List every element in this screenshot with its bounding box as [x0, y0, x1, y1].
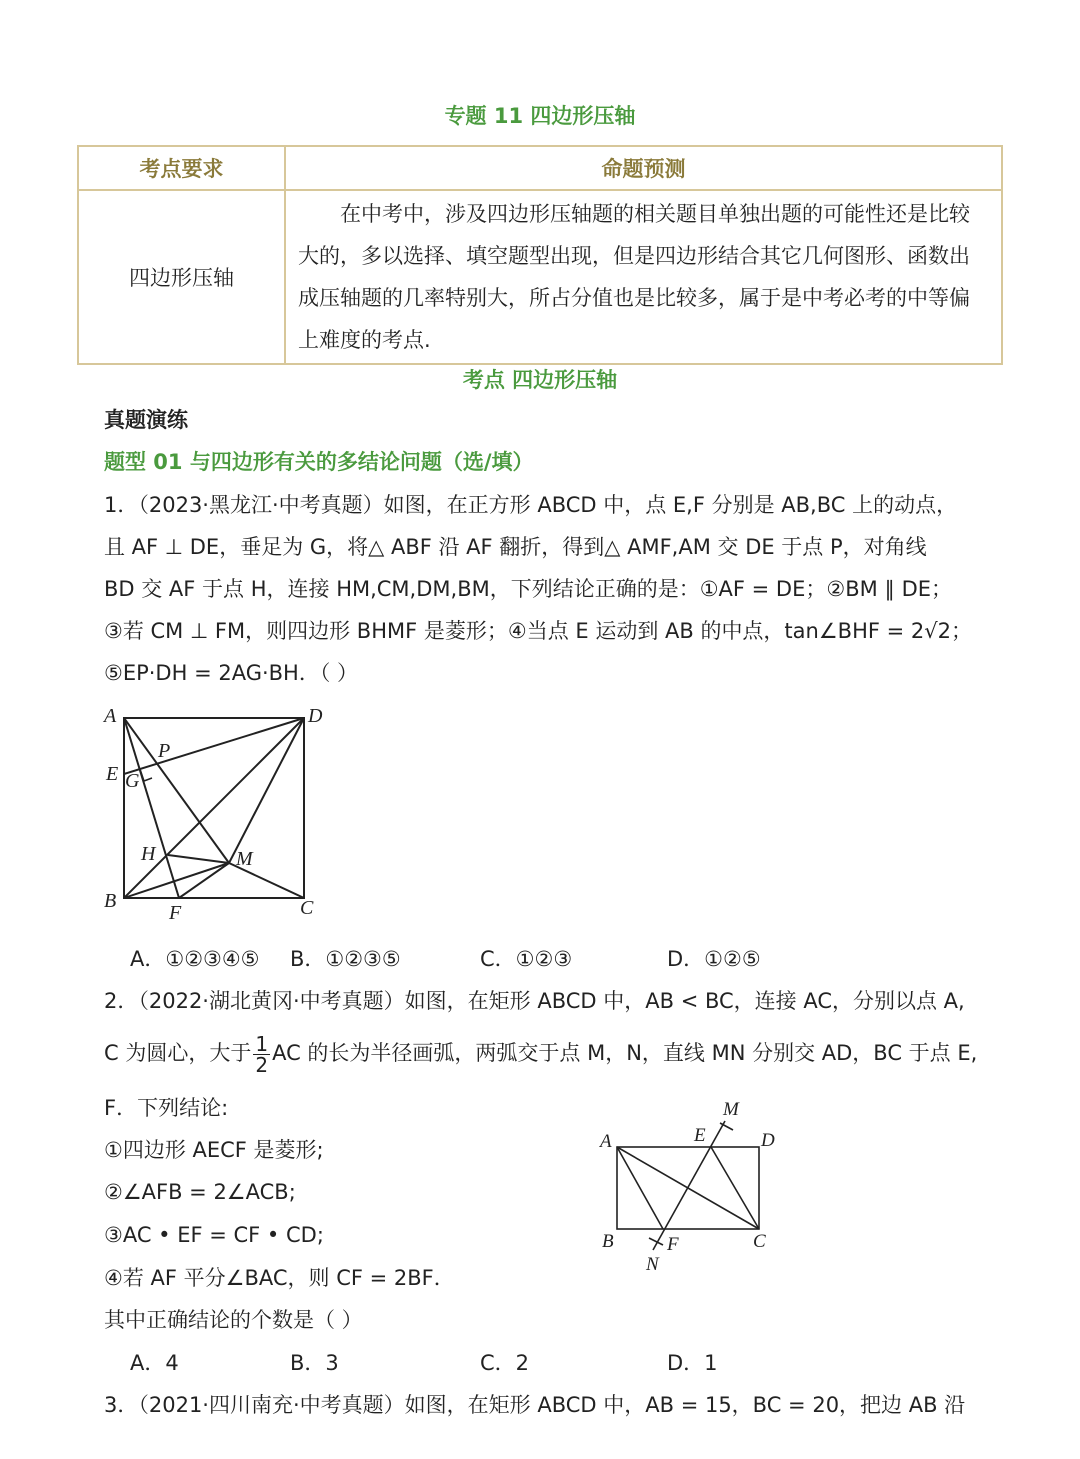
q2-conclusion: ①四边形 AECF 是菱形;: [104, 1138, 324, 1162]
zhenti-heading: 真题演练: [104, 408, 188, 432]
page-title: 专题 11 四边形压轴: [444, 104, 636, 128]
q1-line: 且 AF ⊥ DE，垂足为 G，将△ ABF 沿 AF 翻折，得到△ AMF,AM 交 DE 于点 P，对角线: [104, 535, 927, 559]
q1-option-b[interactable]: B．①②③⑤: [290, 947, 401, 971]
svg-text:M: M: [236, 848, 253, 870]
q1-line: ③若 CM ⊥ FM，则四边形 BHMF 是菱形；④当点 E 运动到 AB 的中点，tan∠BHF = 2√2；: [104, 619, 973, 643]
svg-text:C: C: [753, 1231, 766, 1252]
q2-conclusion: ④若 AF 平分∠BAC，则 CF = 2BF．: [104, 1266, 455, 1290]
svg-text:F: F: [169, 902, 182, 924]
kaodian-heading: 考点 四边形压轴: [462, 368, 618, 392]
q1-figure-square: [96, 700, 336, 930]
q2-figure-rectangle: [595, 1095, 795, 1280]
requirements-table: [77, 145, 1003, 365]
q2-line: F．下列结论:: [104, 1096, 229, 1120]
svg-text:E: E: [694, 1125, 706, 1146]
q1-line: 1．（2023·黑龙江·中考真题）如图，在正方形 ABCD 中，点 E,F 分别是 AB,BC 上的动点，: [104, 493, 958, 517]
q2-option-d[interactable]: D．1: [667, 1351, 718, 1375]
table-cell-topic: 四边形压轴: [78, 190, 285, 364]
q1-line: ⑤EP·DH = 2AG·BH．（ ）: [104, 661, 359, 685]
svg-text:B: B: [104, 890, 117, 912]
q2-question: 其中正确结论的个数是（ ）: [104, 1308, 363, 1332]
svg-text:D: D: [308, 705, 323, 727]
table-header-prediction: 命题预测: [285, 146, 1002, 190]
svg-text:A: A: [600, 1131, 612, 1152]
tixing-heading: 题型 01 与四边形有关的多结论问题（选/填）: [104, 450, 534, 474]
q1-option-a[interactable]: A．①②③④⑤: [130, 947, 260, 971]
svg-text:N: N: [646, 1254, 659, 1275]
svg-text:H: H: [141, 843, 156, 865]
svg-text:D: D: [761, 1130, 775, 1151]
q2-option-c[interactable]: C．2: [480, 1351, 530, 1375]
svg-text:F: F: [667, 1234, 679, 1255]
q3-line: 3．（2021·四川南充·中考真题）如图，在矩形 ABCD 中，AB = 15，BC = 20，把边 AB 沿: [104, 1393, 966, 1417]
table-header-topic: 考点要求: [78, 146, 285, 190]
q2-line: 2．（2022·湖北黄冈·中考真题）如图，在矩形 ABCD 中，AB < BC，连接 AC，分别以点 A,: [104, 989, 965, 1013]
q1-option-c[interactable]: C．①②③: [480, 947, 573, 971]
q2-conclusion: ③AC • EF = CF • CD;: [104, 1223, 324, 1247]
svg-text:B: B: [602, 1231, 614, 1252]
fraction-half: $\frac{1}{2}$: [255, 1031, 269, 1077]
svg-text:C: C: [300, 897, 314, 919]
svg-text:G: G: [125, 770, 140, 792]
q2-conclusion: ②∠AFB = 2∠ACB;: [104, 1180, 296, 1204]
q2-option-b[interactable]: B．3: [290, 1351, 339, 1375]
q2-line: C 为圆心，大于 $\frac{1}{2}$ AC 的长为半径画弧，两弧交于点 M，N，直线 MN 分别交 AD，BC 于点 E,: [104, 1031, 978, 1077]
svg-text:E: E: [106, 763, 119, 785]
q1-option-d[interactable]: D．①②⑤: [667, 947, 761, 971]
svg-text:P: P: [158, 740, 171, 762]
q1-line: BD 交 AF 于点 H，连接 HM,CM,DM,BM，下列结论正确的是：①AF = DE；②BM ∥ DE；: [104, 577, 953, 601]
svg-text:M: M: [723, 1099, 739, 1120]
q2-option-a[interactable]: A．4: [130, 1351, 179, 1375]
table-cell-prediction: 在中考中，涉及四边形压轴题的相关题目单独出题的可能性还是比较 大的，多以选择、填空题型出现，但是四边形结合其它几何图形、函数出 成压轴题的几率特别大，所占分值也是比较多，属于是中考必考的中等偏 上难度的考点.: [285, 190, 1002, 364]
svg-text:A: A: [104, 705, 117, 727]
